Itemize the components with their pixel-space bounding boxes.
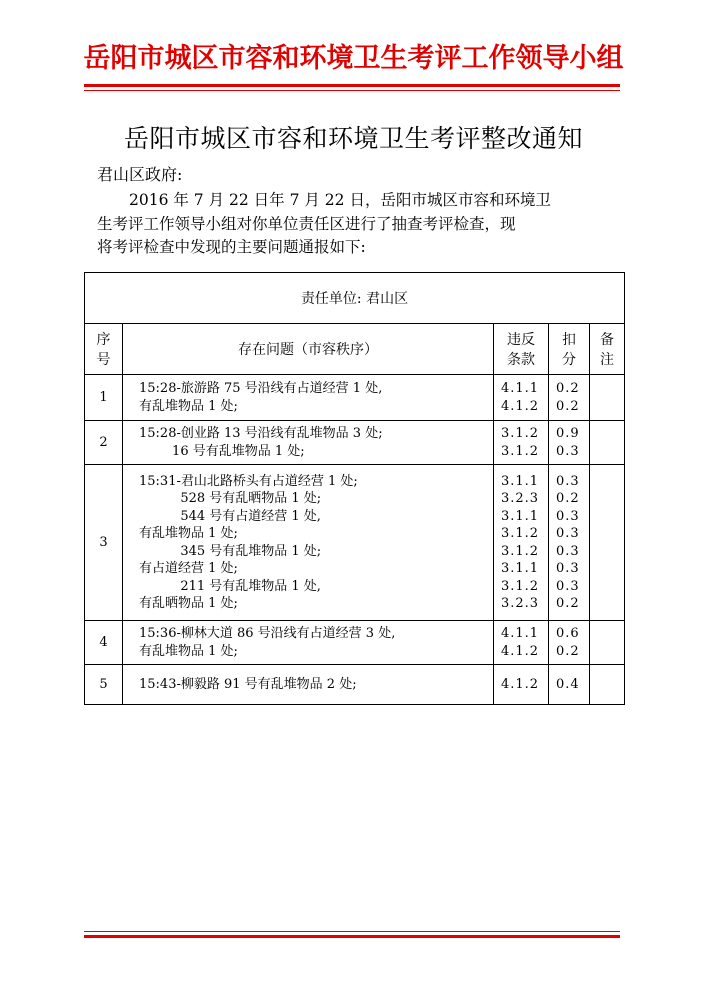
clause-cell-line: 3.1.2 bbox=[501, 443, 540, 459]
clause-cell-line: 3.1.2 bbox=[501, 578, 540, 594]
problem-cell bbox=[123, 665, 494, 705]
deduct-cell-line: 0.3 bbox=[556, 543, 580, 559]
clause-cell bbox=[494, 465, 549, 621]
clause-cell-line: 3.1.2 bbox=[501, 526, 540, 541]
remark-cell bbox=[590, 621, 625, 665]
header-deduct: 扣分 bbox=[549, 324, 590, 375]
deduct-cell-line: 0.3 bbox=[556, 508, 580, 524]
problem-cell-line: 15:28-创业路 13 号沿线有乱堆物品 3 处; bbox=[139, 426, 383, 441]
remark-cell bbox=[590, 665, 625, 705]
paragraph-line: 将考评检查中发现的主要问题通报如下: bbox=[97, 238, 366, 256]
clause-cell-line: 3.1.1 bbox=[501, 508, 540, 524]
problem-cell-line: 有占道经营 1 处; bbox=[139, 561, 238, 576]
deduct-cell bbox=[549, 621, 590, 665]
inspection-table bbox=[84, 272, 625, 705]
clause-cell-line: 4.1.2 bbox=[501, 643, 540, 659]
deduct-cell-line: 0.3 bbox=[556, 561, 580, 576]
problem-cell-line: 有乱堆物品 1 处; bbox=[139, 398, 238, 414]
document-title: 岳阳市城区市容和环境卫生考评整改通知 bbox=[123, 124, 583, 153]
deduct-cell-line: 0.2 bbox=[556, 398, 580, 414]
table-header-row bbox=[85, 324, 625, 375]
clause-cell-line: 4.1.1 bbox=[501, 381, 540, 396]
clause-cell-line: 3.2.3 bbox=[501, 596, 540, 611]
org-header-title: 岳阳市城区市容和环境卫生考评工作领导小组 bbox=[83, 43, 624, 74]
problem-cell-line: 有乱堆物品 1 处; bbox=[139, 526, 238, 541]
deduct-cell-line: 0.2 bbox=[556, 596, 580, 611]
intro-paragraph bbox=[97, 189, 617, 260]
header-num: 序号 bbox=[85, 324, 123, 375]
deduct-cell bbox=[549, 465, 590, 621]
header-divider-thick bbox=[84, 84, 620, 87]
deduct-cell-line: 0.6 bbox=[556, 626, 580, 641]
row-number: 5 bbox=[85, 665, 123, 705]
footer-divider-thin bbox=[84, 931, 620, 932]
remark-cell bbox=[590, 465, 625, 621]
problem-cell-line: 16 号有乱堆物品 1 处; bbox=[139, 443, 305, 459]
remark-cell bbox=[590, 375, 625, 421]
deduct-cell-line: 0.3 bbox=[556, 473, 580, 489]
table-row bbox=[85, 465, 625, 621]
deduct-cell-line: 0.3 bbox=[556, 526, 580, 541]
row-number: 1 bbox=[85, 375, 123, 421]
deduct-cell-line: 0.9 bbox=[556, 426, 580, 441]
deduct-cell-line: 0.3 bbox=[556, 578, 580, 594]
clause-cell-line: 3.1.2 bbox=[501, 543, 540, 559]
deduct-cell-line: 0.2 bbox=[556, 491, 580, 506]
problem-cell-line: 15:43-柳毅路 91 号有乱堆物品 2 处; bbox=[139, 676, 357, 692]
table-row bbox=[85, 665, 625, 705]
clause-cell bbox=[494, 421, 549, 465]
deduct-cell bbox=[549, 421, 590, 465]
header-divider-thin bbox=[84, 90, 620, 91]
deduct-cell-line: 0.2 bbox=[556, 381, 580, 396]
problem-cell-line: 211 号有乱堆物品 1 处, bbox=[139, 578, 321, 594]
clause-cell bbox=[494, 665, 549, 705]
responsible-unit: 责任单位: 君山区 bbox=[85, 273, 625, 324]
problem-cell-line: 544 号有占道经营 1 处, bbox=[139, 508, 321, 524]
clause-cell-line: 4.1.2 bbox=[501, 398, 540, 414]
unit-row bbox=[85, 273, 625, 324]
clause-cell-line: 4.1.1 bbox=[501, 626, 540, 641]
clause-cell bbox=[494, 375, 549, 421]
table-row bbox=[85, 375, 625, 421]
clause-cell-line: 3.1.2 bbox=[501, 426, 540, 441]
table-row bbox=[85, 421, 625, 465]
problem-cell bbox=[123, 465, 494, 621]
problem-cell-line: 有乱堆物品 1 处; bbox=[139, 643, 238, 659]
problem-cell-line: 15:28-旅游路 75 号沿线有占道经营 1 处, bbox=[139, 381, 383, 396]
recipient: 君山区政府: bbox=[97, 165, 183, 184]
problem-cell-line: 345 号有乱堆物品 1 处; bbox=[139, 543, 322, 559]
paragraph-line: 2016 年 7 月 22 日年 7 月 22 日，岳阳市城区市容和环境卫 bbox=[129, 191, 551, 209]
problem-cell bbox=[123, 421, 494, 465]
row-number: 2 bbox=[85, 421, 123, 465]
clause-cell-line: 3.1.1 bbox=[501, 561, 540, 576]
clause-cell-line: 3.2.3 bbox=[501, 491, 540, 506]
header-clause: 违反条款 bbox=[494, 324, 549, 375]
row-number: 3 bbox=[85, 465, 123, 621]
deduct-cell-line: 0.2 bbox=[556, 643, 580, 659]
deduct-cell-line: 0.4 bbox=[556, 676, 580, 692]
footer-divider-thick bbox=[84, 935, 620, 938]
table-row bbox=[85, 621, 625, 665]
header-remark: 备注 bbox=[590, 324, 625, 375]
row-number: 4 bbox=[85, 621, 123, 665]
problem-cell bbox=[123, 375, 494, 421]
header-problem: 存在问题（市容秩序） bbox=[123, 324, 494, 375]
deduct-cell-line: 0.3 bbox=[556, 443, 580, 459]
problem-cell-line: 有乱晒物品 1 处; bbox=[139, 596, 238, 611]
problem-cell-line: 15:36-柳林大道 86 号沿线有占道经营 3 处, bbox=[139, 626, 396, 641]
deduct-cell bbox=[549, 665, 590, 705]
clause-cell-line: 3.1.1 bbox=[501, 473, 540, 489]
clause-cell-line: 4.1.2 bbox=[501, 676, 540, 692]
problem-cell bbox=[123, 621, 494, 665]
remark-cell bbox=[590, 421, 625, 465]
paragraph-line: 生考评工作领导小组对你单位责任区进行了抽查考评检查，现 bbox=[97, 214, 516, 233]
problem-cell-line: 528 号有乱晒物品 1 处; bbox=[139, 491, 322, 506]
deduct-cell bbox=[549, 375, 590, 421]
clause-cell bbox=[494, 621, 549, 665]
problem-cell-line: 15:31-君山北路桥头有占道经营 1 处; bbox=[139, 473, 358, 489]
